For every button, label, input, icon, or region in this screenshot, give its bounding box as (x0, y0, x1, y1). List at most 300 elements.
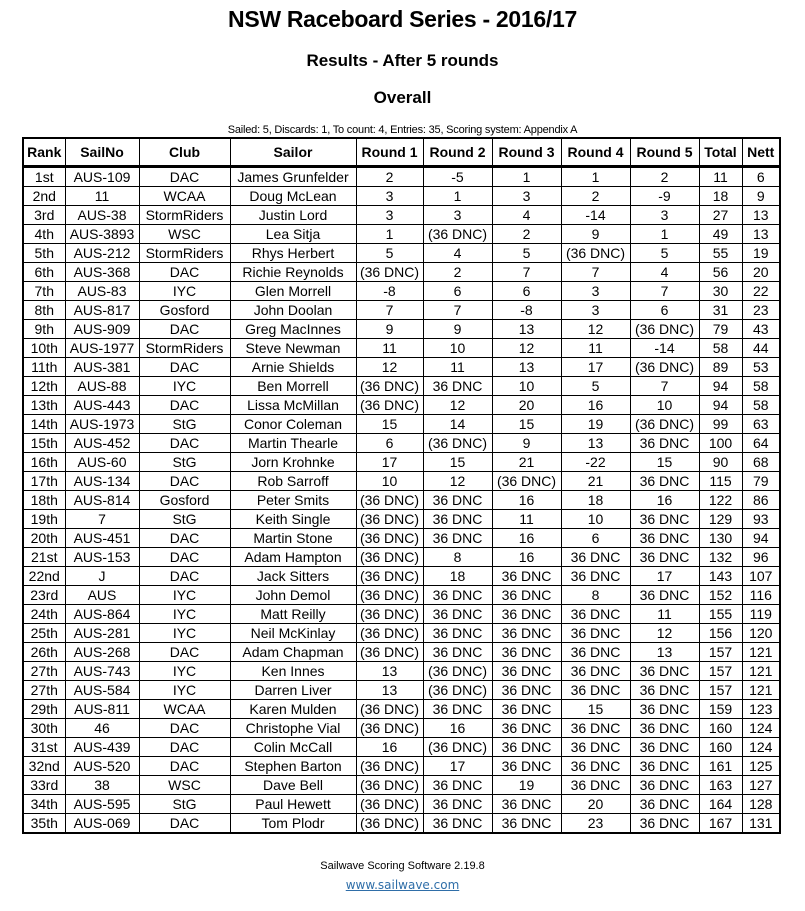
cell-round-4: 18 (561, 491, 630, 510)
cell-round-5: 36 DNC (630, 738, 699, 757)
cell-round-5: 36 DNC (630, 472, 699, 491)
cell-nett: 43 (742, 320, 780, 339)
cell-round-4: 36 DNC (561, 567, 630, 586)
cell-nett: 23 (742, 301, 780, 320)
results-body (23, 167, 780, 834)
column-header-sail-no: SailNo (65, 138, 139, 167)
cell-sail-no: AUS-909 (65, 320, 139, 339)
cell-round-5: (36 DNC) (630, 415, 699, 434)
cell-round-4: 12 (561, 320, 630, 339)
cell-sail-no: 38 (65, 776, 139, 795)
cell-club: IYC (139, 662, 230, 681)
cell-round-3: 2 (492, 225, 561, 244)
cell-rank: 5th (23, 244, 65, 263)
cell-sailor: Neil McKinlay (230, 624, 356, 643)
cell-round-1: (36 DNC) (356, 757, 423, 776)
table-row (23, 206, 780, 225)
cell-round-5: 7 (630, 377, 699, 396)
cell-round-2: 3 (423, 206, 492, 225)
cell-total: 115 (699, 472, 742, 491)
cell-sail-no: AUS-381 (65, 358, 139, 377)
cell-rank: 32nd (23, 757, 65, 776)
cell-round-4: -22 (561, 453, 630, 472)
cell-rank: 18th (23, 491, 65, 510)
cell-rank: 13th (23, 396, 65, 415)
cell-total: 129 (699, 510, 742, 529)
table-row (23, 510, 780, 529)
cell-rank: 31st (23, 738, 65, 757)
column-header-sailor: Sailor (230, 138, 356, 167)
cell-nett: 107 (742, 567, 780, 586)
cell-round-4: 3 (561, 301, 630, 320)
cell-round-1: 13 (356, 681, 423, 700)
table-row (23, 263, 780, 282)
page-title: NSW Raceboard Series - 2016/17 (228, 6, 577, 32)
cell-total: 94 (699, 377, 742, 396)
cell-total: 30 (699, 282, 742, 301)
cell-round-3: 16 (492, 548, 561, 567)
cell-club: Gosford (139, 301, 230, 320)
cell-rank: 6th (23, 263, 65, 282)
cell-round-4: 5 (561, 377, 630, 396)
cell-round-5: 6 (630, 301, 699, 320)
cell-total: 157 (699, 662, 742, 681)
cell-round-3: -8 (492, 301, 561, 320)
column-header-round-4: Round 4 (561, 138, 630, 167)
cell-sail-no: 46 (65, 719, 139, 738)
cell-round-5: 36 DNC (630, 757, 699, 776)
cell-round-4: 36 DNC (561, 662, 630, 681)
cell-club: DAC (139, 814, 230, 834)
cell-round-3: 15 (492, 415, 561, 434)
software-credit: Sailwave Scoring Software 2.19.8 (320, 860, 485, 872)
cell-total: 27 (699, 206, 742, 225)
cell-nett: 124 (742, 719, 780, 738)
cell-round-2: 36 DNC (423, 624, 492, 643)
cell-sail-no: AUS-38 (65, 206, 139, 225)
section-title: Overall (373, 88, 432, 107)
cell-sailor: Darren Liver (230, 681, 356, 700)
table-row (23, 282, 780, 301)
cell-round-4: 10 (561, 510, 630, 529)
cell-rank: 14th (23, 415, 65, 434)
cell-sailor: Lissa McMillan (230, 396, 356, 415)
cell-total: 11 (699, 167, 742, 187)
table-row (23, 719, 780, 738)
table-row (23, 586, 780, 605)
cell-round-3: (36 DNC) (492, 472, 561, 491)
cell-total: 49 (699, 225, 742, 244)
cell-round-5: 36 DNC (630, 434, 699, 453)
cell-sail-no: J (65, 567, 139, 586)
cell-total: 100 (699, 434, 742, 453)
cell-round-5: 13 (630, 643, 699, 662)
cell-round-1: (36 DNC) (356, 605, 423, 624)
cell-round-3: 9 (492, 434, 561, 453)
cell-total: 164 (699, 795, 742, 814)
column-header-round-3: Round 3 (492, 138, 561, 167)
cell-club: DAC (139, 320, 230, 339)
table-row (23, 472, 780, 491)
column-header-rank: Rank (23, 138, 65, 167)
cell-total: 157 (699, 681, 742, 700)
cell-sailor: James Grunfelder (230, 167, 356, 187)
cell-round-5: 16 (630, 491, 699, 510)
cell-round-2: 36 DNC (423, 605, 492, 624)
table-row (23, 757, 780, 776)
table-row (23, 624, 780, 643)
cell-round-1: 16 (356, 738, 423, 757)
cell-nett: 94 (742, 529, 780, 548)
cell-total: 161 (699, 757, 742, 776)
cell-club: DAC (139, 567, 230, 586)
cell-round-3: 20 (492, 396, 561, 415)
cell-round-2: (36 DNC) (423, 434, 492, 453)
results-table (22, 137, 781, 834)
cell-round-4: 36 DNC (561, 738, 630, 757)
cell-nett: 79 (742, 472, 780, 491)
cell-sail-no: AUS-443 (65, 396, 139, 415)
cell-round-5: 10 (630, 396, 699, 415)
table-row (23, 814, 780, 834)
cell-round-2: 11 (423, 358, 492, 377)
cell-sail-no: AUS-1973 (65, 415, 139, 434)
cell-nett: 131 (742, 814, 780, 834)
cell-round-2: 36 DNC (423, 510, 492, 529)
cell-sailor: Jorn Krohnke (230, 453, 356, 472)
cell-nett: 44 (742, 339, 780, 358)
cell-rank: 26th (23, 643, 65, 662)
cell-round-1: (36 DNC) (356, 795, 423, 814)
cell-club: DAC (139, 719, 230, 738)
cell-nett: 86 (742, 491, 780, 510)
cell-round-1: (36 DNC) (356, 377, 423, 396)
cell-total: 163 (699, 776, 742, 795)
cell-total: 58 (699, 339, 742, 358)
cell-total: 160 (699, 719, 742, 738)
cell-round-2: 1 (423, 187, 492, 206)
cell-rank: 17th (23, 472, 65, 491)
cell-round-1: 15 (356, 415, 423, 434)
cell-sail-no: AUS-451 (65, 529, 139, 548)
cell-nett: 58 (742, 377, 780, 396)
cell-sail-no: AUS-153 (65, 548, 139, 567)
cell-club: DAC (139, 472, 230, 491)
cell-round-2: (36 DNC) (423, 225, 492, 244)
cell-sail-no: AUS-268 (65, 643, 139, 662)
cell-total: 152 (699, 586, 742, 605)
cell-round-5: -14 (630, 339, 699, 358)
cell-club: DAC (139, 263, 230, 282)
cell-round-1: 10 (356, 472, 423, 491)
cell-sailor: Peter Smits (230, 491, 356, 510)
cell-round-3: 36 DNC (492, 586, 561, 605)
cell-round-3: 6 (492, 282, 561, 301)
cell-round-2: 12 (423, 472, 492, 491)
cell-sail-no: 11 (65, 187, 139, 206)
cell-round-5: 36 DNC (630, 548, 699, 567)
cell-round-3: 36 DNC (492, 814, 561, 834)
table-row (23, 662, 780, 681)
cell-round-1: 17 (356, 453, 423, 472)
cell-round-4: 13 (561, 434, 630, 453)
cell-round-4: 8 (561, 586, 630, 605)
cell-round-4: (36 DNC) (561, 244, 630, 263)
cell-round-3: 4 (492, 206, 561, 225)
table-row (23, 453, 780, 472)
table-row (23, 434, 780, 453)
cell-round-2: 2 (423, 263, 492, 282)
cell-club: StormRiders (139, 339, 230, 358)
table-row (23, 795, 780, 814)
cell-round-1: (36 DNC) (356, 396, 423, 415)
cell-rank: 24th (23, 605, 65, 624)
cell-round-4: 6 (561, 529, 630, 548)
cell-club: IYC (139, 586, 230, 605)
cell-sail-no: AUS-439 (65, 738, 139, 757)
cell-round-3: 36 DNC (492, 757, 561, 776)
cell-club: DAC (139, 529, 230, 548)
cell-club: Gosford (139, 491, 230, 510)
cell-round-1: (36 DNC) (356, 814, 423, 834)
cell-round-1: (36 DNC) (356, 491, 423, 510)
cell-round-3: 36 DNC (492, 700, 561, 719)
cell-sailor: Richie Reynolds (230, 263, 356, 282)
cell-nett: 127 (742, 776, 780, 795)
cell-sail-no: 7 (65, 510, 139, 529)
cell-round-5: 36 DNC (630, 510, 699, 529)
cell-sailor: Martin Stone (230, 529, 356, 548)
cell-sail-no: AUS-864 (65, 605, 139, 624)
cell-round-2: 9 (423, 320, 492, 339)
cell-club: DAC (139, 643, 230, 662)
cell-sail-no: AUS-134 (65, 472, 139, 491)
cell-round-3: 3 (492, 187, 561, 206)
column-header-nett: Nett (742, 138, 780, 167)
cell-round-1: (36 DNC) (356, 624, 423, 643)
cell-round-5: 36 DNC (630, 814, 699, 834)
cell-sailor: Rhys Herbert (230, 244, 356, 263)
sailwave-link[interactable]: www.sailwave.com (345, 878, 460, 892)
cell-round-1: 7 (356, 301, 423, 320)
cell-round-5: 36 DNC (630, 586, 699, 605)
cell-round-5: 36 DNC (630, 795, 699, 814)
cell-nett: 53 (742, 358, 780, 377)
cell-round-1: (36 DNC) (356, 719, 423, 738)
cell-rank: 20th (23, 529, 65, 548)
cell-sailor: Conor Coleman (230, 415, 356, 434)
cell-round-2: 36 DNC (423, 700, 492, 719)
cell-round-1: 3 (356, 206, 423, 225)
cell-nett: 58 (742, 396, 780, 415)
cell-total: 159 (699, 700, 742, 719)
cell-rank: 3rd (23, 206, 65, 225)
cell-round-1: (36 DNC) (356, 263, 423, 282)
cell-sailor: Karen Mulden (230, 700, 356, 719)
cell-round-2: 7 (423, 301, 492, 320)
cell-nett: 121 (742, 643, 780, 662)
cell-nett: 20 (742, 263, 780, 282)
cell-nett: 93 (742, 510, 780, 529)
table-row (23, 320, 780, 339)
cell-club: IYC (139, 282, 230, 301)
cell-round-5: (36 DNC) (630, 358, 699, 377)
cell-round-3: 13 (492, 358, 561, 377)
cell-nett: 64 (742, 434, 780, 453)
cell-round-5: 2 (630, 167, 699, 187)
table-row (23, 643, 780, 662)
cell-round-2: 14 (423, 415, 492, 434)
cell-round-5: (36 DNC) (630, 320, 699, 339)
cell-round-5: 1 (630, 225, 699, 244)
cell-round-5: 36 DNC (630, 776, 699, 795)
cell-nett: 121 (742, 681, 780, 700)
cell-round-2: 36 DNC (423, 586, 492, 605)
cell-nett: 6 (742, 167, 780, 187)
cell-sailor: John Doolan (230, 301, 356, 320)
cell-round-4: -14 (561, 206, 630, 225)
cell-sailor: Glen Morrell (230, 282, 356, 301)
cell-total: 157 (699, 643, 742, 662)
cell-rank: 27th (23, 662, 65, 681)
cell-round-2: 16 (423, 719, 492, 738)
cell-sailor: Keith Single (230, 510, 356, 529)
cell-sail-no: AUS-212 (65, 244, 139, 263)
cell-sail-no: AUS-83 (65, 282, 139, 301)
cell-round-2: 10 (423, 339, 492, 358)
cell-sailor: John Demol (230, 586, 356, 605)
cell-club: StormRiders (139, 244, 230, 263)
footer-link-wrap (0, 877, 805, 892)
cell-rank: 11th (23, 358, 65, 377)
cell-round-5: 36 DNC (630, 662, 699, 681)
cell-round-1: 2 (356, 167, 423, 187)
cell-club: DAC (139, 434, 230, 453)
cell-club: WCAA (139, 187, 230, 206)
cell-total: 94 (699, 396, 742, 415)
cell-round-3: 11 (492, 510, 561, 529)
cell-sail-no: AUS-814 (65, 491, 139, 510)
cell-rank: 7th (23, 282, 65, 301)
cell-club: StG (139, 795, 230, 814)
cell-round-1: (36 DNC) (356, 510, 423, 529)
cell-round-4: 21 (561, 472, 630, 491)
cell-nett: 120 (742, 624, 780, 643)
cell-sailor: Adam Hampton (230, 548, 356, 567)
cell-round-4: 23 (561, 814, 630, 834)
cell-sail-no: AUS-1977 (65, 339, 139, 358)
table-row (23, 339, 780, 358)
cell-rank: 16th (23, 453, 65, 472)
cell-round-3: 19 (492, 776, 561, 795)
table-row (23, 225, 780, 244)
cell-round-3: 5 (492, 244, 561, 263)
cell-total: 130 (699, 529, 742, 548)
table-row (23, 396, 780, 415)
cell-rank: 22nd (23, 567, 65, 586)
cell-rank: 19th (23, 510, 65, 529)
cell-sailor: Doug McLean (230, 187, 356, 206)
cell-club: IYC (139, 681, 230, 700)
cell-nett: 124 (742, 738, 780, 757)
cell-round-3: 36 DNC (492, 719, 561, 738)
cell-sailor: Matt Reilly (230, 605, 356, 624)
cell-round-4: 19 (561, 415, 630, 434)
cell-round-2: 18 (423, 567, 492, 586)
cell-sailor: Dave Bell (230, 776, 356, 795)
cell-round-2: 17 (423, 757, 492, 776)
cell-club: StormRiders (139, 206, 230, 225)
cell-sail-no: AUS-3893 (65, 225, 139, 244)
cell-total: 90 (699, 453, 742, 472)
cell-rank: 27th (23, 681, 65, 700)
cell-club: IYC (139, 624, 230, 643)
cell-club: DAC (139, 757, 230, 776)
cell-sail-no: AUS-452 (65, 434, 139, 453)
series-info: Sailed: 5, Discards: 1, To count: 4, Entries: 35, Scoring system: Appendix A (227, 124, 578, 136)
cell-club: WSC (139, 776, 230, 795)
cell-sailor: Christophe Vial (230, 719, 356, 738)
cell-rank: 21st (23, 548, 65, 567)
cell-rank: 34th (23, 795, 65, 814)
cell-club: WSC (139, 225, 230, 244)
table-row (23, 567, 780, 586)
cell-sailor: Paul Hewett (230, 795, 356, 814)
cell-round-2: 36 DNC (423, 491, 492, 510)
table-row (23, 605, 780, 624)
cell-round-3: 36 DNC (492, 567, 561, 586)
cell-nett: 123 (742, 700, 780, 719)
cell-club: WCAA (139, 700, 230, 719)
cell-round-2: (36 DNC) (423, 662, 492, 681)
table-row (23, 377, 780, 396)
cell-round-4: 36 DNC (561, 757, 630, 776)
cell-sail-no: AUS-069 (65, 814, 139, 834)
cell-nett: 63 (742, 415, 780, 434)
cell-round-1: (36 DNC) (356, 529, 423, 548)
cell-round-3: 10 (492, 377, 561, 396)
cell-round-5: 12 (630, 624, 699, 643)
cell-club: DAC (139, 396, 230, 415)
cell-nett: 119 (742, 605, 780, 624)
cell-nett: 68 (742, 453, 780, 472)
cell-round-3: 36 DNC (492, 624, 561, 643)
cell-round-4: 36 DNC (561, 643, 630, 662)
cell-round-3: 13 (492, 320, 561, 339)
cell-total: 56 (699, 263, 742, 282)
cell-total: 132 (699, 548, 742, 567)
cell-round-2: 36 DNC (423, 529, 492, 548)
table-row (23, 358, 780, 377)
cell-round-2: -5 (423, 167, 492, 187)
results-subtitle: Results - After 5 rounds (306, 51, 499, 70)
cell-round-3: 21 (492, 453, 561, 472)
table-row (23, 681, 780, 700)
cell-round-1: (36 DNC) (356, 586, 423, 605)
cell-round-4: 3 (561, 282, 630, 301)
cell-round-4: 11 (561, 339, 630, 358)
cell-round-1: 12 (356, 358, 423, 377)
cell-round-4: 1 (561, 167, 630, 187)
cell-sail-no: AUS-595 (65, 795, 139, 814)
cell-total: 156 (699, 624, 742, 643)
cell-round-2: 4 (423, 244, 492, 263)
table-row (23, 244, 780, 263)
cell-round-5: 5 (630, 244, 699, 263)
cell-rank: 12th (23, 377, 65, 396)
cell-rank: 8th (23, 301, 65, 320)
cell-round-5: 15 (630, 453, 699, 472)
